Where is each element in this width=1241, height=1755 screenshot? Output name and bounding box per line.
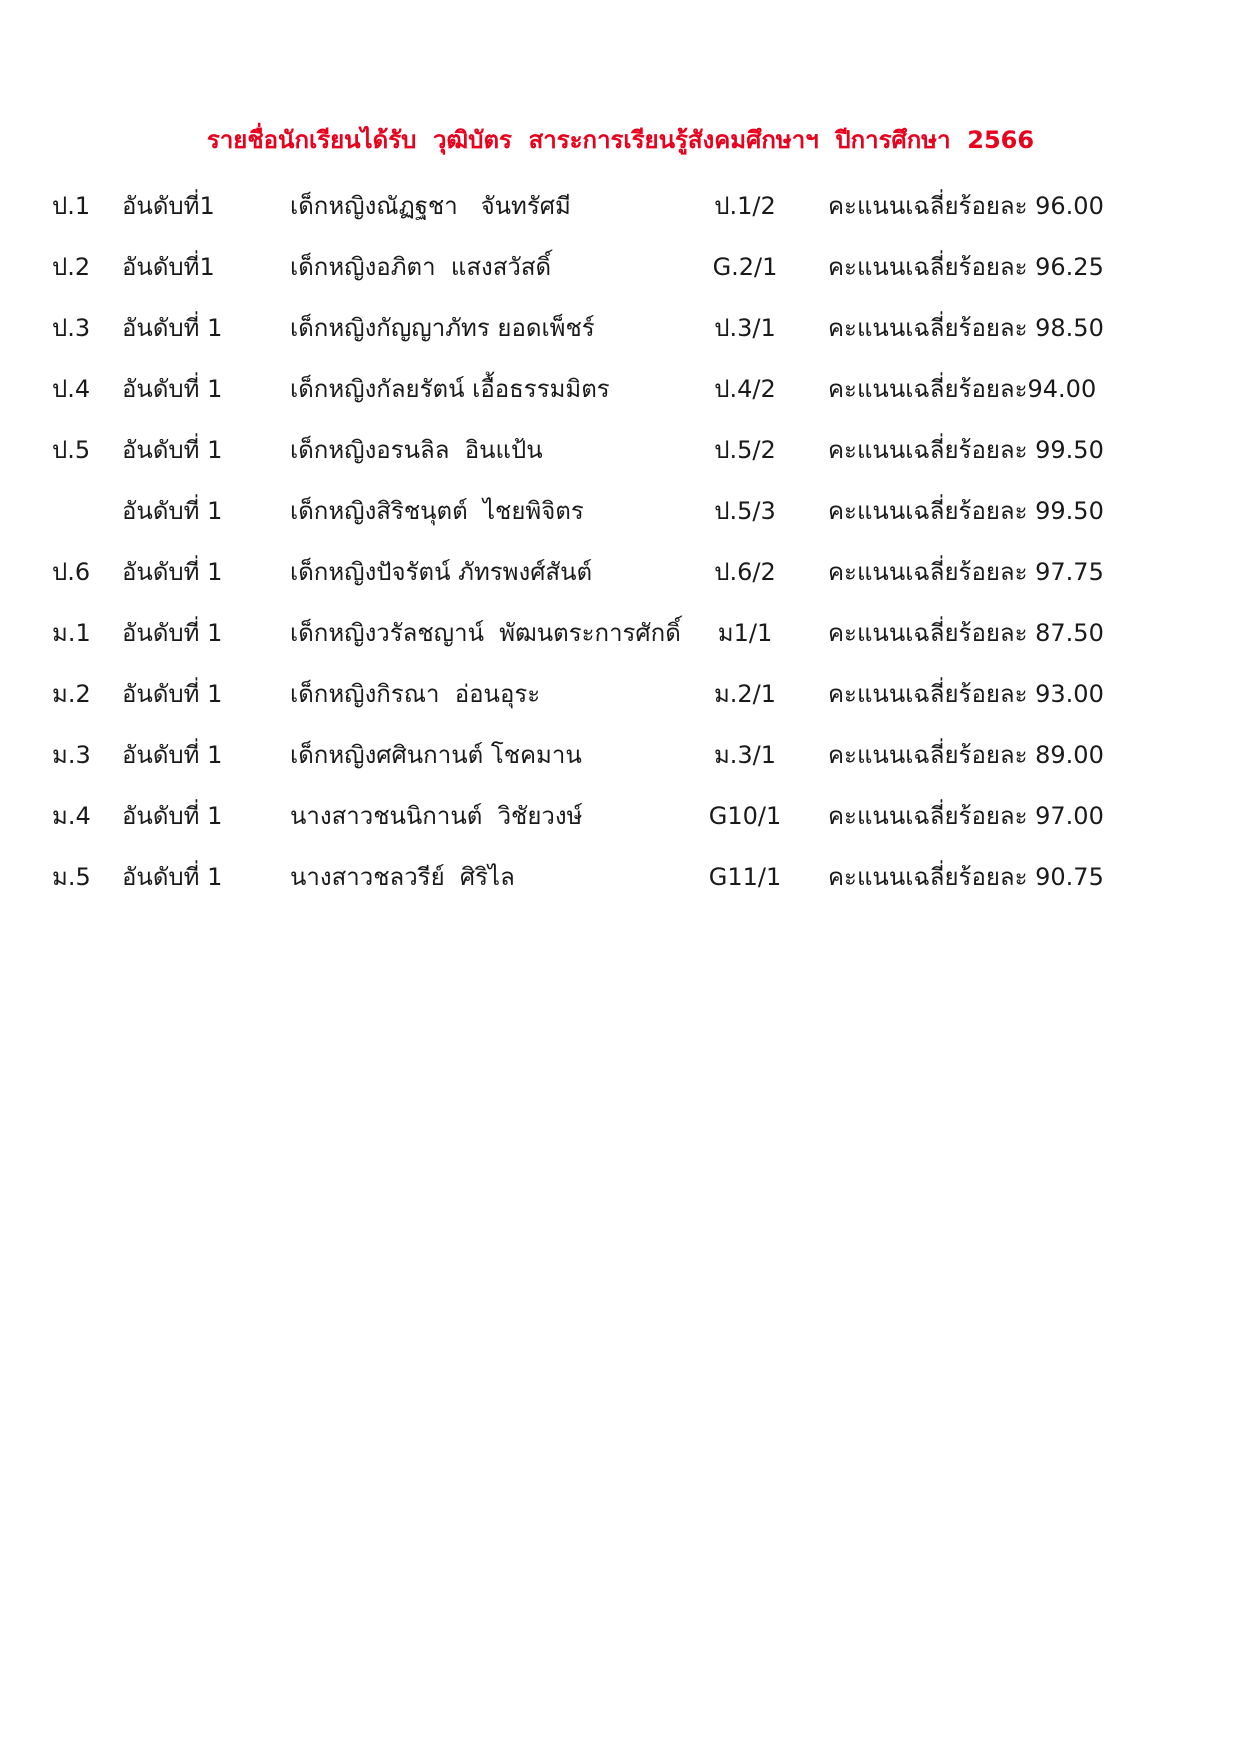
- rank-label: อันดับที่ 1: [122, 741, 223, 769]
- average-score: คะแนนเฉลี่ยร้อยละ 87.50: [828, 619, 1104, 647]
- student-name: เด็กหญิงณัฏฐชา จันทรัศมี: [290, 192, 571, 220]
- class-code: ป.5/2: [714, 436, 776, 464]
- student-list: [0, 182, 1241, 914]
- average-score: คะแนนเฉลี่ยร้อยละ 99.50: [828, 436, 1104, 464]
- student-name: เด็กหญิงกัลยรัตน์ เอื้อธรรมมิตร: [290, 375, 610, 403]
- rank-label: อันดับที่ 1: [122, 619, 223, 647]
- average-score: คะแนนเฉลี่ยร้อยละ 97.00: [828, 802, 1104, 830]
- average-score: คะแนนเฉลี่ยร้อยละ 97.75: [828, 558, 1104, 586]
- student-name: นางสาวชนนิกานต์ วิชัยวงษ์: [290, 802, 583, 830]
- list-item: [0, 670, 1241, 731]
- grade-level: ม.5: [52, 863, 91, 891]
- list-item: [0, 487, 1241, 548]
- list-item: [0, 731, 1241, 792]
- rank-label: อันดับที่ 1: [122, 375, 223, 403]
- average-score: คะแนนเฉลี่ยร้อยละ 96.25: [828, 253, 1104, 281]
- class-code: G10/1: [708, 802, 782, 830]
- student-name: เด็กหญิงปัจรัตน์ ภัทรพงศ์สันต์: [290, 558, 593, 586]
- rank-label: อันดับที่ 1: [122, 802, 223, 830]
- class-code: ม1/1: [717, 619, 773, 647]
- rank-label: อันดับที่ 1: [122, 314, 223, 342]
- list-item: [0, 304, 1241, 365]
- student-name: เด็กหญิงสิริชนุตต์ ไชยพิจิตร: [290, 497, 584, 525]
- grade-level: ป.1: [52, 192, 91, 220]
- class-code: ป.3/1: [714, 314, 776, 342]
- class-code: G11/1: [708, 863, 782, 891]
- class-code: ม.3/1: [713, 741, 777, 769]
- list-item: [0, 853, 1241, 914]
- rank-label: อันดับที่ 1: [122, 558, 223, 586]
- list-item: [0, 792, 1241, 853]
- rank-label: อันดับที่ 1: [122, 497, 223, 525]
- student-name: เด็กหญิงอภิตา แสงสวัสดิ์: [290, 253, 552, 281]
- list-item: [0, 365, 1241, 426]
- class-code: ป.4/2: [714, 375, 776, 403]
- grade-level: ป.2: [52, 253, 91, 281]
- page-title: รายชื่อนักเรียนได้รับ วุฒิบัตร สาระการเรียนรู้สังคมศึกษาฯ ปีการศึกษา 2566: [206, 126, 1035, 154]
- grade-level: ป.5: [52, 436, 91, 464]
- grade-level: ม.3: [52, 741, 91, 769]
- list-item: [0, 182, 1241, 243]
- student-name: เด็กหญิงศศินกานต์ โชคมาน: [290, 741, 582, 769]
- grade-level: ป.4: [52, 375, 91, 403]
- list-item: [0, 243, 1241, 304]
- average-score: คะแนนเฉลี่ยร้อยละ 98.50: [828, 314, 1104, 342]
- average-score: คะแนนเฉลี่ยร้อยละ 99.50: [828, 497, 1104, 525]
- average-score: คะแนนเฉลี่ยร้อยละ94.00: [828, 375, 1097, 403]
- rank-label: อันดับที่ 1: [122, 436, 223, 464]
- average-score: คะแนนเฉลี่ยร้อยละ 96.00: [828, 192, 1104, 220]
- grade-level: ป.3: [52, 314, 91, 342]
- average-score: คะแนนเฉลี่ยร้อยละ 89.00: [828, 741, 1104, 769]
- class-code: G.2/1: [712, 253, 778, 281]
- average-score: คะแนนเฉลี่ยร้อยละ 90.75: [828, 863, 1104, 891]
- class-code: ม.2/1: [713, 680, 777, 708]
- class-code: ป.6/2: [714, 558, 776, 586]
- grade-level: ป.6: [52, 558, 91, 586]
- student-name: นางสาวชลวรีย์ ศิริไล: [290, 863, 515, 891]
- average-score: คะแนนเฉลี่ยร้อยละ 93.00: [828, 680, 1104, 708]
- grade-level: ม.1: [52, 619, 91, 647]
- list-item: [0, 548, 1241, 609]
- list-item: [0, 426, 1241, 487]
- list-item: [0, 609, 1241, 670]
- student-name: เด็กหญิงอรนลิล อินแป้น: [290, 436, 543, 464]
- rank-label: อันดับที่1: [122, 253, 215, 281]
- grade-level: ม.4: [52, 802, 91, 830]
- student-name: เด็กหญิงกัญญาภัทร ยอดเพ็ชร์: [290, 314, 595, 342]
- rank-label: อันดับที่1: [122, 192, 215, 220]
- grade-level: ม.2: [52, 680, 91, 708]
- student-name: เด็กหญิงวรัลชญาน์ พัฒนตระการศักดิ์: [290, 619, 681, 647]
- rank-label: อันดับที่ 1: [122, 863, 223, 891]
- rank-label: อันดับที่ 1: [122, 680, 223, 708]
- class-code: ป.1/2: [714, 192, 776, 220]
- student-name: เด็กหญิงกิรณา อ่อนอุระ: [290, 680, 541, 708]
- class-code: ป.5/3: [714, 497, 776, 525]
